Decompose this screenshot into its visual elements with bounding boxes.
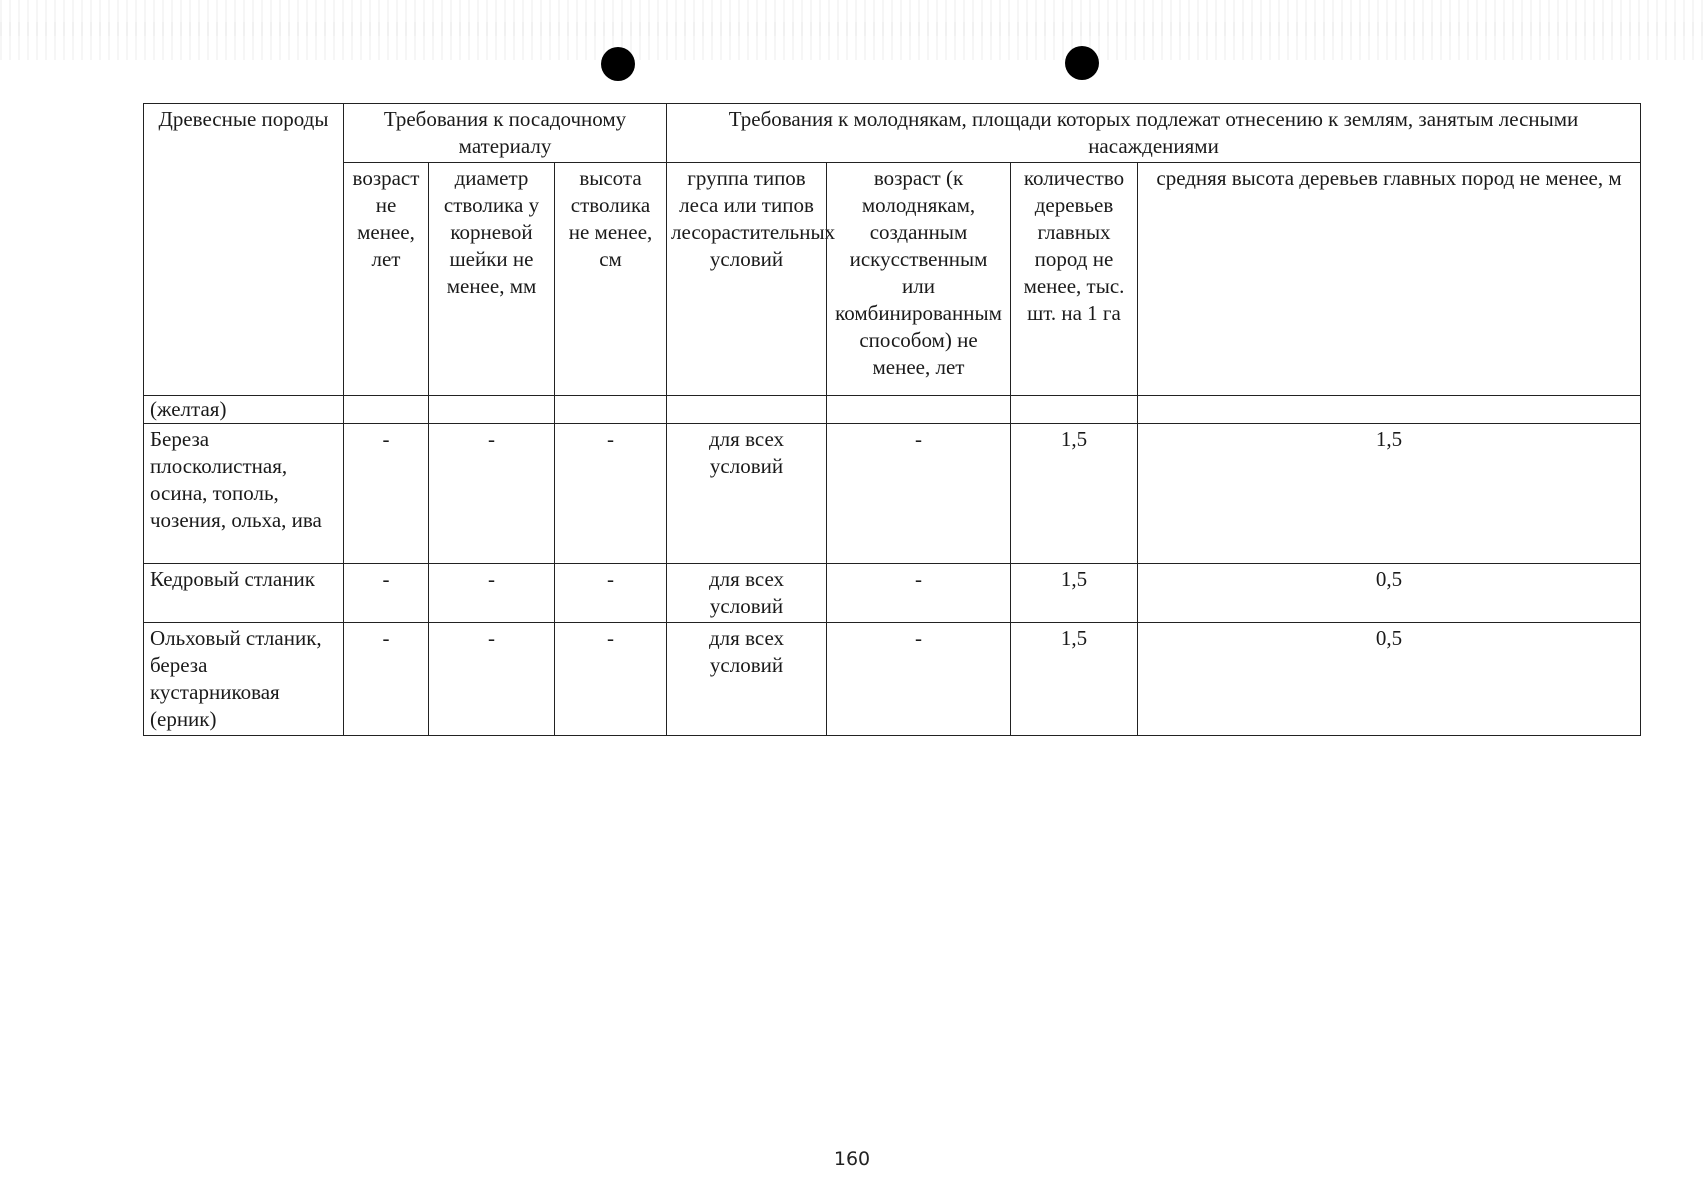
header-diameter: диаметр стволика у корневой шейки не менее, мм [429, 163, 555, 396]
punch-hole-left [601, 47, 635, 81]
cell-diameter: - [429, 564, 555, 623]
cell-avg-height: 0,5 [1138, 623, 1641, 736]
table-row [144, 564, 1641, 623]
header-avg-height: средняя высота деревьев главных пород не менее, м [1138, 163, 1641, 396]
cell-age-min: - [344, 623, 429, 736]
cell-avg-height [1138, 396, 1641, 424]
cell-young-age: - [827, 564, 1011, 623]
cell-forest-type: для всех условий [667, 424, 827, 564]
cell-species: Береза плосколистная, осина, тополь, чозения, ольха, ива [144, 424, 344, 564]
cell-height: - [555, 424, 667, 564]
cell-forest-type: для всех условий [667, 564, 827, 623]
cell-diameter [429, 396, 555, 424]
cell-age-min [344, 396, 429, 424]
cell-species: (желтая) [144, 396, 344, 424]
cell-avg-height: 1,5 [1138, 424, 1641, 564]
header-tree-count: количество деревьев главных пород не менее, тыс. шт. на 1 га [1011, 163, 1138, 396]
table-row [144, 396, 1641, 424]
cell-age-min: - [344, 424, 429, 564]
cell-species: Ольховый стланик, береза кустарниковая (ерник) [144, 623, 344, 736]
table-row [144, 623, 1641, 736]
cell-young-age: - [827, 623, 1011, 736]
header-planting-material: Требования к посадочному материалу [344, 104, 667, 163]
cell-tree-count: 1,5 [1011, 424, 1138, 564]
header-young-stands: Требования к молоднякам, площади которых подлежат отнесению к землям, занятым лесными насаждениями [667, 104, 1641, 163]
page-number: 160 [833, 1148, 871, 1170]
header-age-min: возраст не менее, лет [344, 163, 429, 396]
requirements-table [143, 103, 1641, 736]
table-row [144, 424, 1641, 564]
cell-height [555, 396, 667, 424]
cell-age-min: - [344, 564, 429, 623]
header-species: Древесные породы [144, 104, 344, 396]
cell-young-age [827, 396, 1011, 424]
header-row-columns [144, 163, 1641, 396]
cell-species: Кедровый стланик [144, 564, 344, 623]
cell-height: - [555, 623, 667, 736]
header-row-groups [144, 104, 1641, 163]
cell-height: - [555, 564, 667, 623]
cell-tree-count: 1,5 [1011, 564, 1138, 623]
header-forest-type: группа типов леса или типов лесорастительных условий [667, 163, 827, 396]
header-height: высота стволика не менее, см [555, 163, 667, 396]
cell-forest-type: для всех условий [667, 623, 827, 736]
cell-forest-type [667, 396, 827, 424]
punch-hole-right [1065, 46, 1099, 80]
cell-tree-count [1011, 396, 1138, 424]
cell-diameter: - [429, 623, 555, 736]
cell-diameter: - [429, 424, 555, 564]
cell-tree-count: 1,5 [1011, 623, 1138, 736]
cell-young-age: - [827, 424, 1011, 564]
scan-noise-strip [0, 22, 1704, 36]
cell-avg-height: 0,5 [1138, 564, 1641, 623]
header-young-age: возраст (к молоднякам, созданным искусственным или комбинированным способом) не менее, лет [827, 163, 1011, 396]
